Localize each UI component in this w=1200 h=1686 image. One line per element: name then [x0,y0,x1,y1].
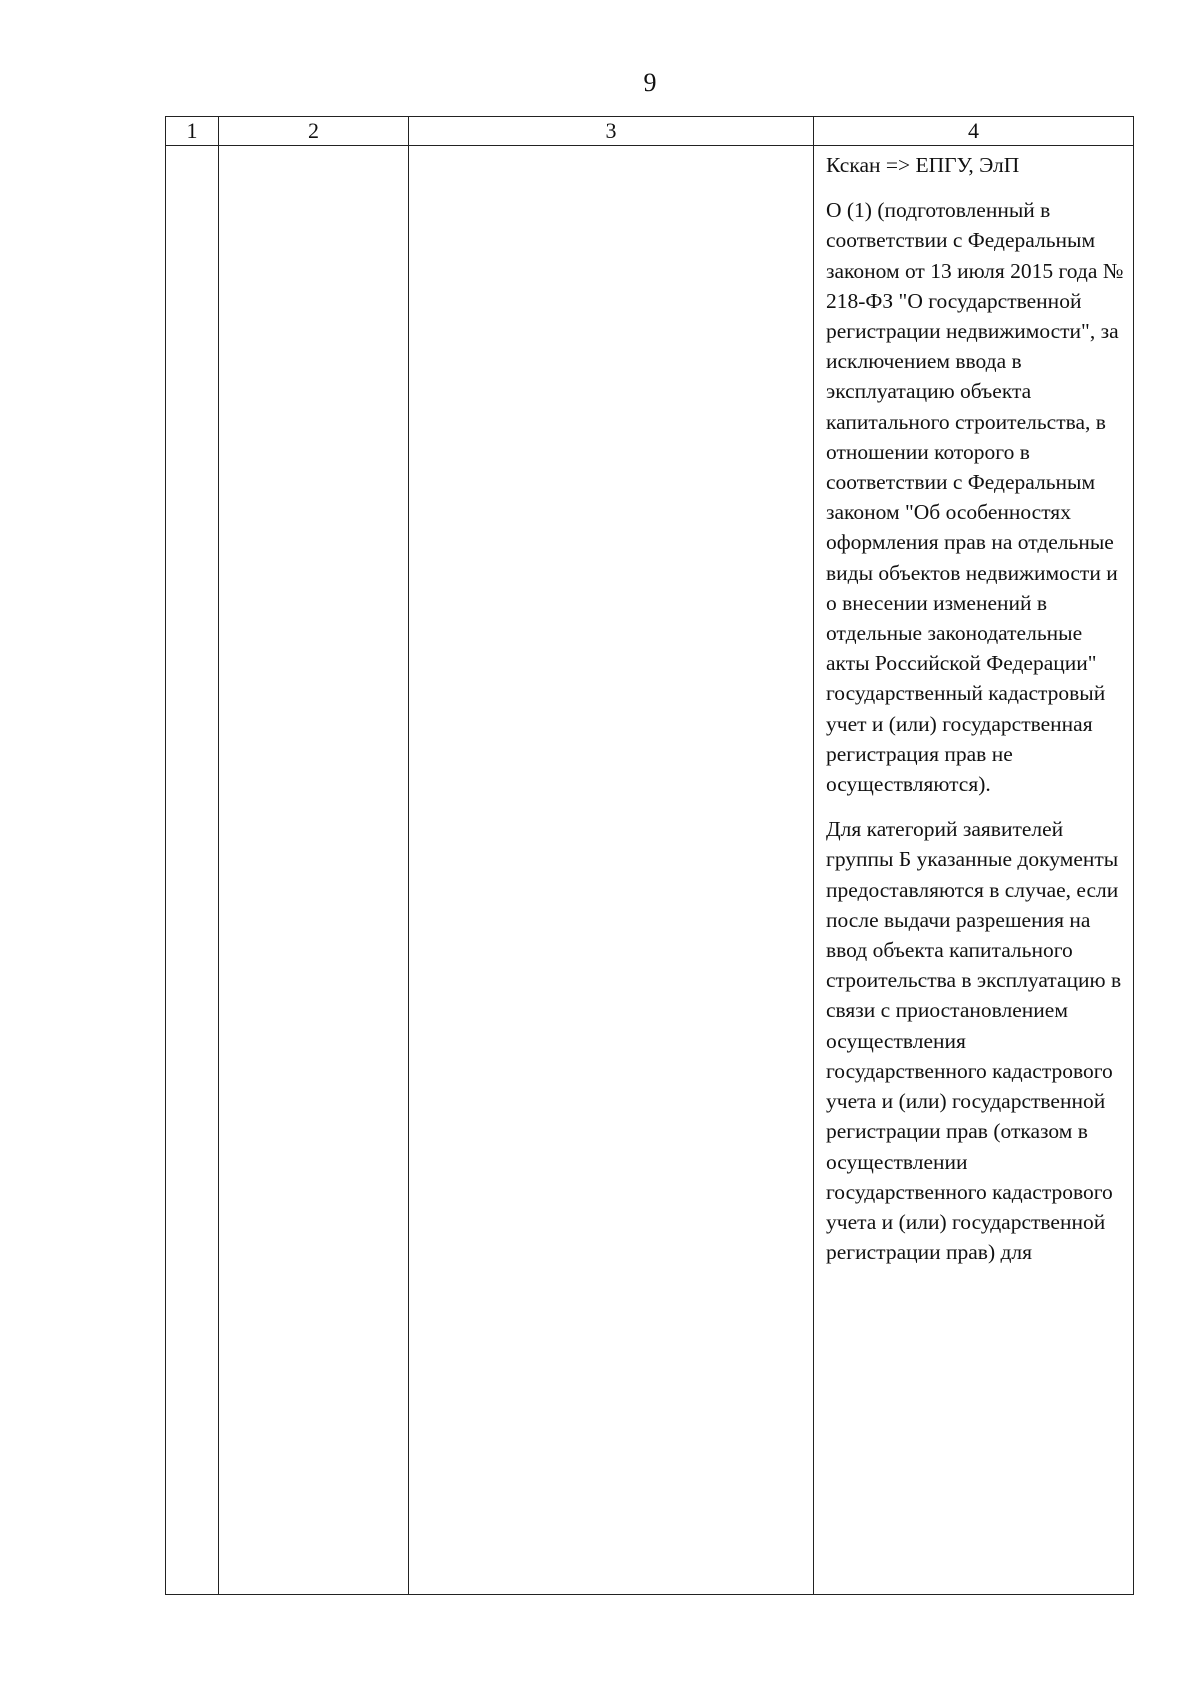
requirement-paragraph: О (1) (подготовленный в соответствии с Федеральным законом от 13 июля 2015 года № 218-ФЗ "О государственной регистрации недвижимости", за исключением ввода в эксплуатацию объекта капитального строительства, в отношении которого в соответствии с Федеральным законом "Об особенностях оформления прав на отдельные виды объектов недвижимости и о внесении изменений в отдельные законодательные акты Российской Федерации" государственный кадастровый учет и (или) государственная регистрация прав не осуществляются). [826,198,1124,797]
table-header-row [166,117,1134,146]
document-channel-line: Кскан => ЕПГУ, ЭлП [826,153,1020,177]
document-table [165,116,1134,1595]
column-header-2: 2 [219,117,409,146]
table-cell-col1 [166,146,219,1595]
applicant-group-b-paragraph: Для категорий заявителей группы Б указанные документы предоставляются в случае, если после выдачи разрешения на ввод объекта капитального строительства в эксплуатацию в связи с приостановлением осуществления государственного кадастрового учета и (или) государственной регистрации прав (отказом в осуществлении государственного кадастрового учета и (или) государственной регистрации прав) для [826,817,1122,1265]
table-cell-col4 [814,146,1134,1595]
column-header-3: 3 [409,117,814,146]
column-header-1: 1 [166,117,219,146]
page-number: 9 [643,68,657,97]
table-row [166,146,1134,1595]
table-cell-col2 [219,146,409,1595]
table-cell-col3 [409,146,814,1595]
column-header-4: 4 [814,117,1134,146]
